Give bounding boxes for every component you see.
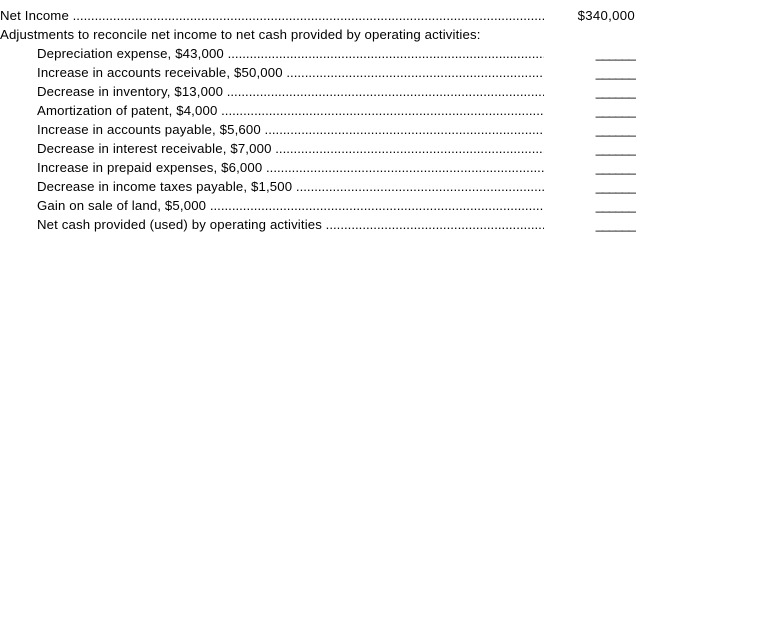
adjustment-label: Net cash provided (used) by operating activities ..... [37, 215, 544, 234]
adjustment-label: Increase in accounts receivable, $50,000 ..... [37, 63, 544, 82]
answer-blank: ______ [595, 65, 635, 80]
adjustment-row [0, 120, 774, 139]
adjustment-row [0, 177, 774, 196]
adjustment-row [0, 158, 774, 177]
cash-flow-statement [0, 6, 774, 234]
adjustment-row [0, 196, 774, 215]
answer-blank: ______ [595, 198, 635, 213]
adjustments-heading: Adjustments to reconcile net income to net cash provided by operating activities: [0, 27, 481, 42]
adjustment-label: Gain on sale of land, $5,000 ..... [37, 196, 544, 215]
adjustment-label: Increase in prepaid expenses, $6,000 ..... [37, 158, 544, 177]
adjustment-label: Increase in accounts payable, $5,600 ..... [37, 120, 544, 139]
answer-blank: ______ [595, 103, 635, 118]
adjustment-row [0, 101, 774, 120]
adjustment-label: Depreciation expense, $43,000 ..... [37, 44, 544, 63]
adjustment-row [0, 63, 774, 82]
adjustment-row [0, 215, 774, 234]
answer-blank: ______ [595, 141, 635, 156]
adjustments-heading-row [0, 25, 774, 44]
adjustment-row [0, 44, 774, 63]
adjustment-row [0, 139, 774, 158]
adjustment-label: Decrease in interest receivable, $7,000 ..... [37, 139, 544, 158]
answer-blank: ______ [595, 122, 635, 137]
answer-blank: ______ [595, 160, 635, 175]
net-income-label: Net Income ..... [0, 6, 544, 25]
answer-blank: ______ [595, 46, 635, 61]
answer-blank: ______ [595, 84, 635, 99]
adjustment-label: Decrease in income taxes payable, $1,500 ..... [37, 177, 544, 196]
adjustment-row [0, 82, 774, 101]
answer-blank: ______ [595, 179, 635, 194]
net-income-row [0, 6, 774, 25]
answer-blank: ______ [595, 217, 635, 232]
adjustment-label: Decrease in inventory, $13,000 ..... [37, 82, 544, 101]
adjustment-label: Amortization of patent, $4,000 ..... [37, 101, 544, 120]
net-income-amount: $340,000 [577, 8, 635, 23]
adjustment-list [0, 44, 774, 234]
